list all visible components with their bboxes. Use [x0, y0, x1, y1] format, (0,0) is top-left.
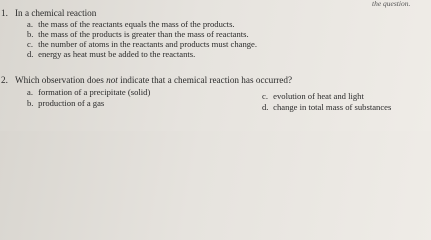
option-text: energy as heat must be added to the reactants.	[38, 49, 196, 59]
option-text: the mass of the products is greater than the mass of reactants.	[38, 29, 249, 39]
option-letter: c.	[262, 91, 268, 101]
option-letter: d.	[262, 102, 269, 112]
option-text: evolution of heat and light	[273, 91, 364, 101]
question-1-number: 1.	[1, 8, 8, 18]
option-text: formation of a precipitate (solid)	[38, 87, 151, 97]
option-letter: c.	[27, 39, 33, 49]
question-1-option-d[interactable]	[27, 50, 195, 59]
question-2-option-c[interactable]	[262, 92, 364, 101]
prompt-part: Which observation does	[15, 75, 104, 85]
question-2-option-a[interactable]	[27, 88, 150, 97]
option-text: change in total mass of substances	[273, 102, 392, 112]
question-2-number: 2.	[1, 75, 8, 85]
question-1-option-c[interactable]	[27, 40, 257, 49]
option-letter: b.	[27, 29, 34, 39]
question-1-option-b[interactable]	[27, 30, 249, 39]
option-letter: a.	[27, 19, 33, 29]
prompt-emphasis: not	[106, 75, 118, 85]
question-1-prompt: In a chemical reaction	[15, 8, 97, 18]
question-2-option-b[interactable]	[27, 99, 104, 108]
question-2-option-d[interactable]	[262, 103, 391, 112]
option-text: the number of atoms in the reactants and products must change.	[38, 39, 257, 49]
option-text: the mass of the reactants equals the mass of the products.	[38, 19, 235, 29]
header-note: the question.	[372, 0, 411, 8]
question-1-option-a[interactable]	[27, 20, 235, 29]
option-text: production of a gas	[38, 98, 105, 108]
option-letter: a.	[27, 87, 33, 97]
option-letter: d.	[27, 49, 34, 59]
question-2-prompt	[15, 76, 292, 85]
option-letter: b.	[27, 98, 34, 108]
prompt-part: indicate that a chemical reaction has occurred?	[120, 75, 293, 85]
